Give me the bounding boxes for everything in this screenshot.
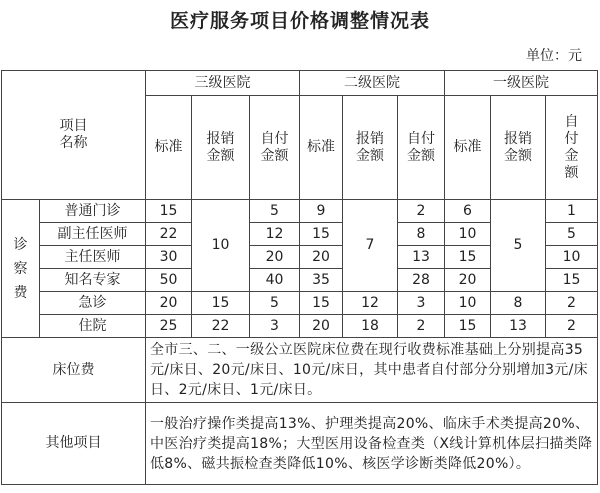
- tier1-merged-reimburse: 5: [491, 200, 546, 292]
- cell: 12: [343, 292, 398, 315]
- cell: 20: [445, 269, 491, 292]
- tier3-header: 三级医院: [146, 71, 300, 96]
- cell: 15: [445, 246, 491, 269]
- item-header-line2: 名称: [59, 135, 88, 151]
- cell: 15: [300, 223, 343, 246]
- bed-fee-text: 全市三、二、一级公立医院床位费在现行收费标准基础上分别提高35元/床日、20元/床日、10元/床日，其中患者自付部分分别增加3元/床日、2元/床日、1元/床日。: [146, 338, 598, 403]
- cell: 20: [300, 315, 343, 338]
- cell: 13: [398, 246, 445, 269]
- cell: 2: [398, 315, 445, 338]
- tier2-self-header: 自付金额: [398, 96, 445, 200]
- tier2-standard-header: 标准: [300, 96, 343, 200]
- tier1-reimburse-header: 报销金额: [491, 96, 546, 200]
- cell: 10: [445, 292, 491, 315]
- tier2-header: 二级医院: [300, 71, 445, 96]
- cell: 40: [250, 269, 300, 292]
- tier2-merged-reimburse: 7: [343, 200, 398, 292]
- cell: 5: [250, 200, 300, 223]
- tier3-merged-reimburse: 10: [192, 200, 250, 292]
- cell: 15: [445, 315, 491, 338]
- other-items-text: 一般治疗操作类提高13%、护理类提高20%、临床手术类提高20%、中医治疗类提高18%；大型医用设备检查类（X线计算机体层扫描类降低8%、磁共振检查类降低10%、核医学诊断类降低20%）。: [146, 403, 598, 485]
- row-name: 副主任医师: [40, 223, 146, 246]
- row-name: 主任医师: [40, 246, 146, 269]
- cell: 18: [343, 315, 398, 338]
- cell: 12: [250, 223, 300, 246]
- cell: 15: [192, 292, 250, 315]
- cell: 50: [146, 269, 192, 292]
- row-name: 普通门诊: [40, 200, 146, 223]
- cell: 5: [250, 292, 300, 315]
- cell: 20: [250, 246, 300, 269]
- row-name: 知名专家: [40, 269, 146, 292]
- cell: 3: [398, 292, 445, 315]
- cell: 13: [491, 315, 546, 338]
- tier2-reimburse-header: 报销金额: [343, 96, 398, 200]
- cell: 30: [146, 246, 192, 269]
- cell: 15: [300, 292, 343, 315]
- cell: 10: [546, 246, 598, 269]
- row-name: 急诊: [40, 292, 146, 315]
- item-header-line1: 项目: [59, 118, 88, 134]
- cell: 28: [398, 269, 445, 292]
- unit-label: 单位：元: [526, 48, 582, 64]
- cell: 8: [398, 223, 445, 246]
- cell: 25: [146, 315, 192, 338]
- item-name-header: [2, 71, 146, 200]
- tier3-reimburse-header: 报销金额: [192, 96, 250, 200]
- price-table: [1, 70, 598, 485]
- tier1-standard-header: 标准: [445, 96, 491, 200]
- tier1-header: 一级医院: [445, 71, 598, 96]
- cell: 3: [250, 315, 300, 338]
- tier3-self-header: 自付金额: [250, 96, 300, 200]
- cell: 8: [491, 292, 546, 315]
- cell: 9: [300, 200, 343, 223]
- cell: 1: [546, 200, 598, 223]
- clinic-fee-label: 诊察费: [2, 200, 40, 338]
- cell: 15: [546, 269, 598, 292]
- cell: 22: [146, 223, 192, 246]
- tier3-standard-header: 标准: [146, 96, 192, 200]
- cell: 5: [546, 223, 598, 246]
- cell: 2: [546, 292, 598, 315]
- tier1-self-header: 自付金额: [546, 96, 598, 200]
- row-name: 住院: [40, 315, 146, 338]
- cell: 15: [146, 200, 192, 223]
- cell: 20: [300, 246, 343, 269]
- cell: 2: [398, 200, 445, 223]
- cell: 35: [300, 269, 343, 292]
- other-items-label: 其他项目: [2, 403, 146, 485]
- cell: 2: [546, 315, 598, 338]
- cell: 22: [192, 315, 250, 338]
- cell: 6: [445, 200, 491, 223]
- bed-fee-label: 床位费: [2, 338, 146, 403]
- page-title: 医疗服务项目价格调整情况表: [169, 10, 430, 32]
- cell: 10: [445, 223, 491, 246]
- cell: 20: [146, 292, 192, 315]
